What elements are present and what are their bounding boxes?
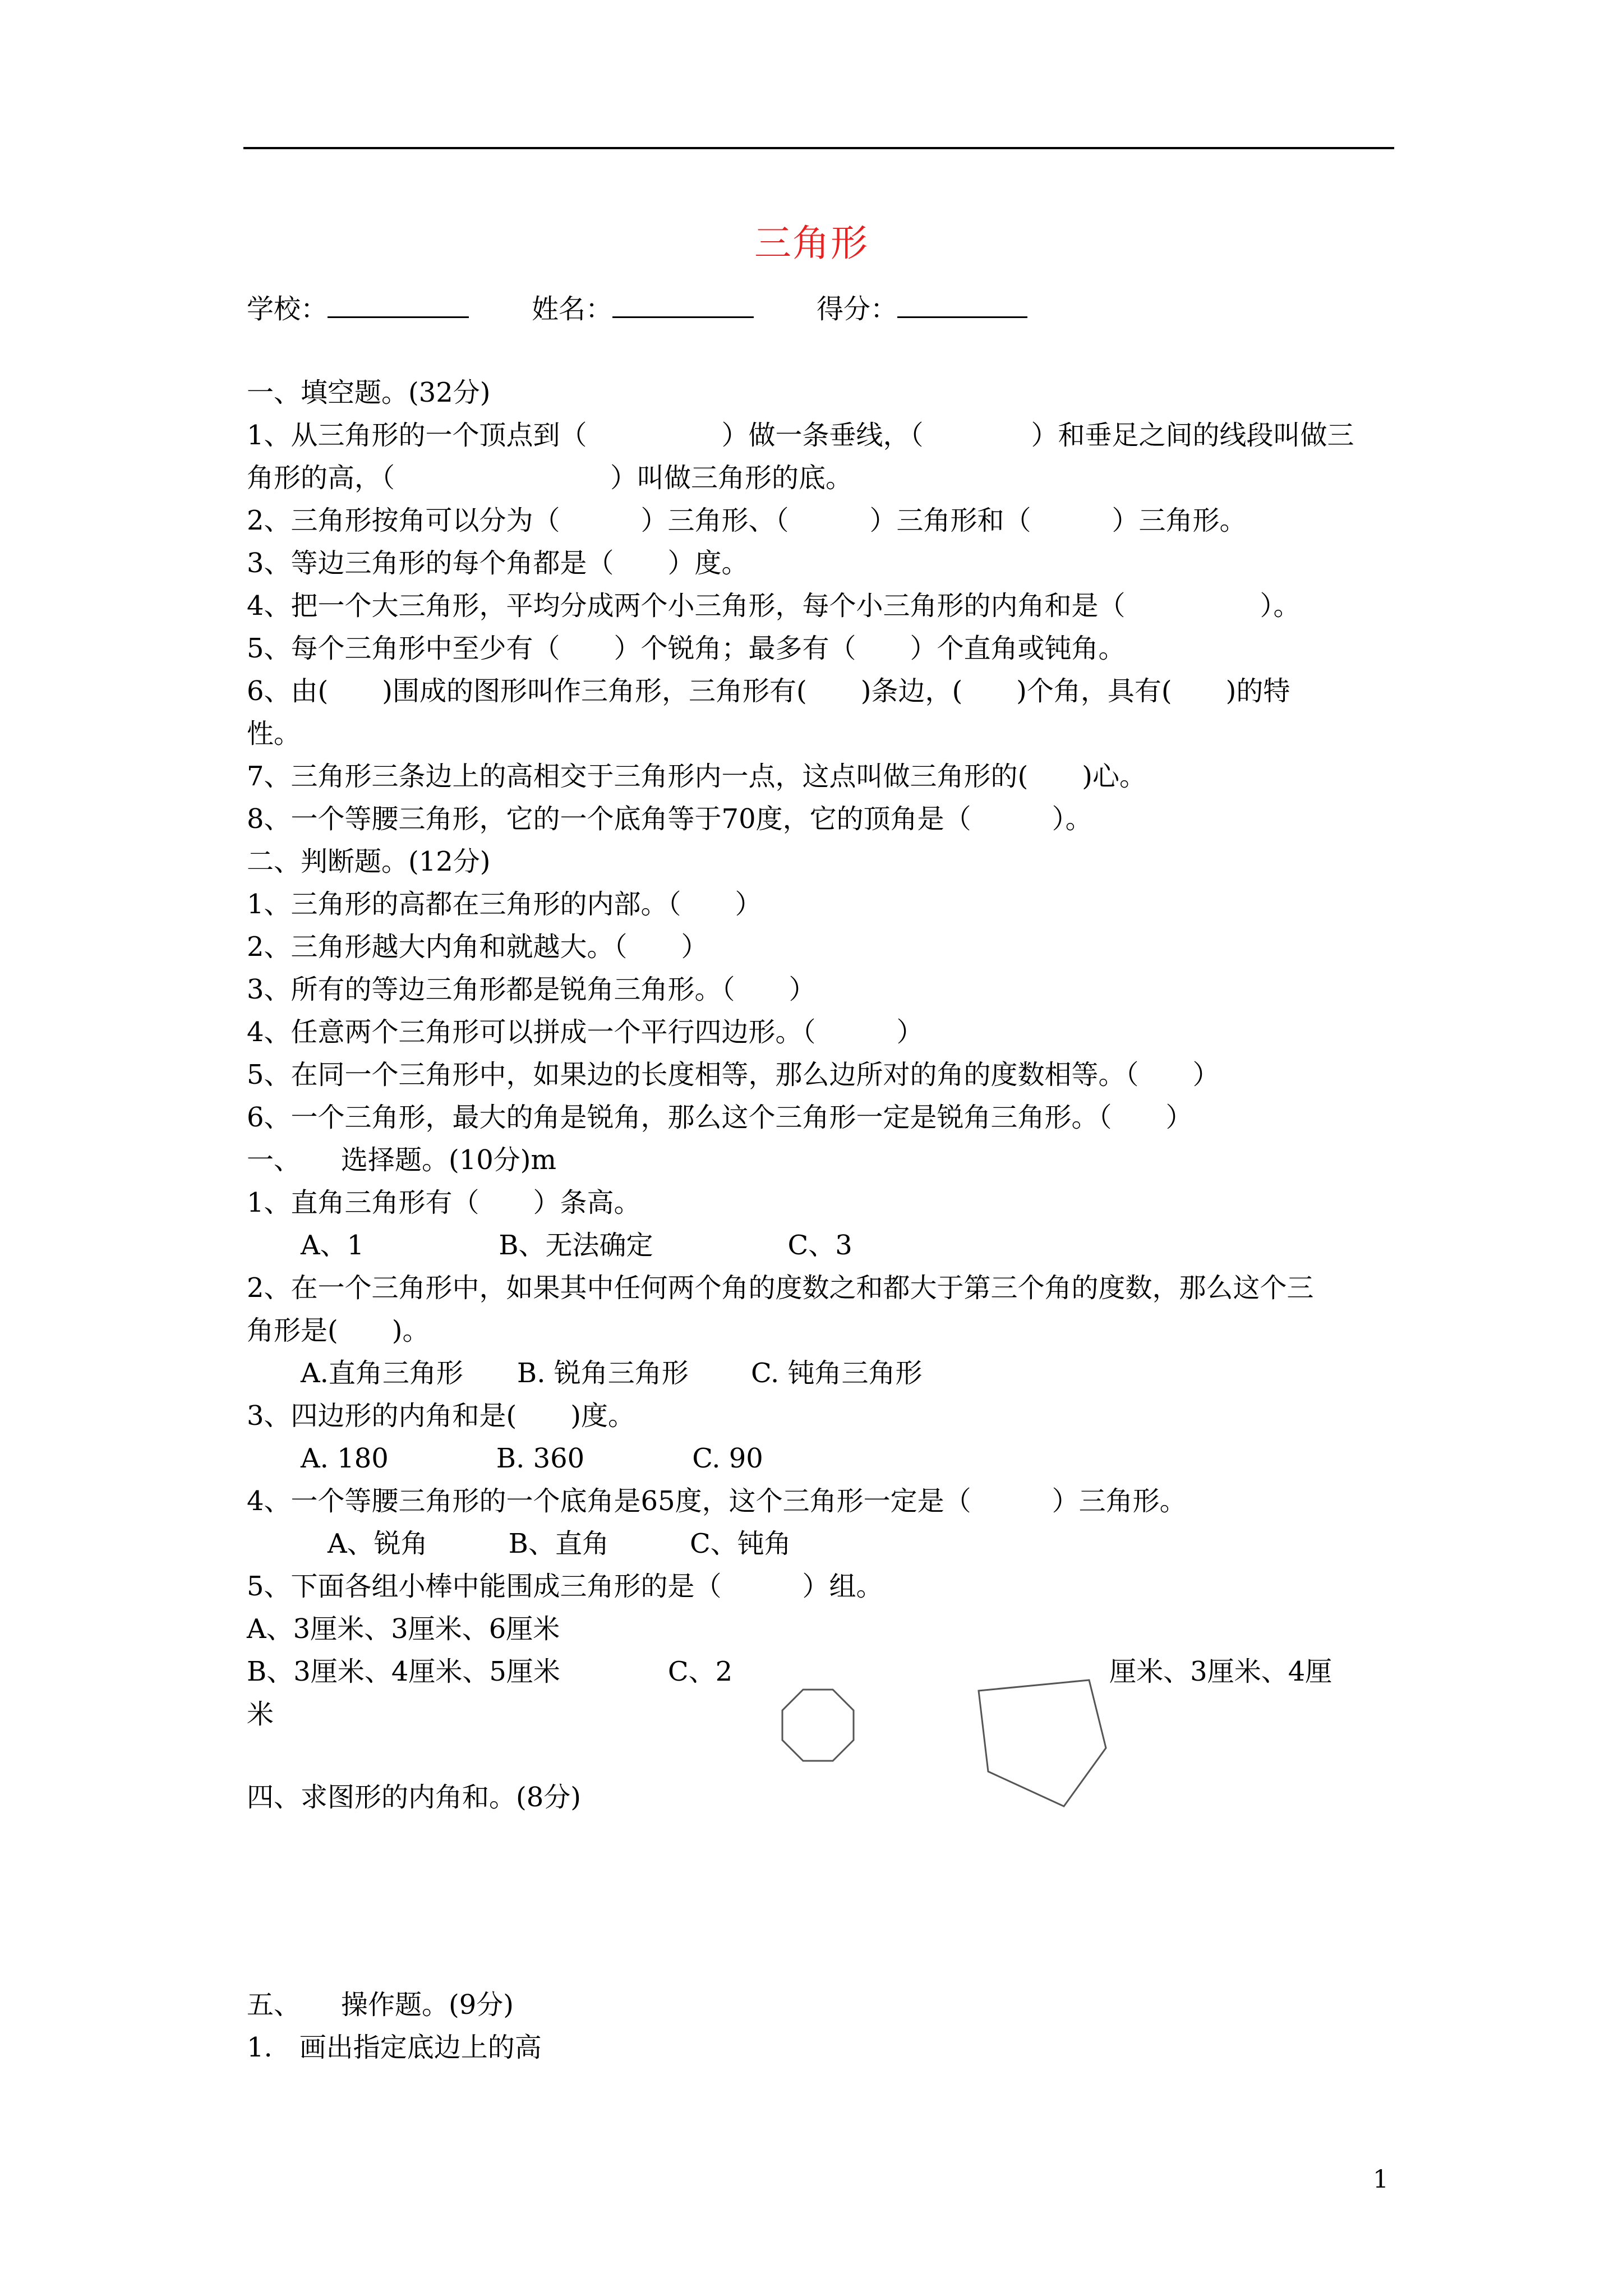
header-rule bbox=[243, 147, 1394, 149]
question-line: 5、每个三角形中至少有（ ）个锐角；最多有（ ）个直角或钝角。 bbox=[247, 633, 1126, 664]
name-label: 姓名： bbox=[532, 293, 613, 325]
question-line: 6、由( )围成的图形叫作三角形，三角形有( )条边，( )个角，具有( )的特 bbox=[247, 675, 1290, 707]
options-line: B、3厘米、4厘米、5厘米 C、2 厘米、3厘米、4厘 bbox=[247, 1656, 1332, 1687]
polygon-figures bbox=[768, 1677, 1127, 1818]
options-line: A、锐角 B、直角 C、钝角 bbox=[247, 1528, 791, 1559]
question-line: 性。 bbox=[247, 718, 301, 749]
options-line: A、3厘米、3厘米、6厘米 bbox=[247, 1613, 560, 1645]
question-line: 7、三角形三条边上的高相交于三角形内一点，这点叫做三角形的( )心。 bbox=[247, 761, 1146, 792]
name-blank[interactable] bbox=[612, 294, 754, 318]
question-line: 5、在同一个三角形中，如果边的长度相等，那么边所对的角的度数相等。（ ） bbox=[247, 1059, 1220, 1091]
student-info-row bbox=[247, 287, 1027, 326]
options-line: A、1 B、无法确定 C、3 bbox=[247, 1230, 852, 1261]
school-label: 学校： bbox=[247, 293, 328, 325]
question-line: 角形是( )。 bbox=[247, 1315, 430, 1346]
question-line: 1. 画出指定底边上的高 bbox=[247, 2032, 542, 2063]
section-3-heading: 一、 选择题。(10分)m bbox=[247, 1144, 557, 1176]
question-line: 3、四边形的内角和是( )度。 bbox=[247, 1400, 635, 1432]
pentagon-figure bbox=[979, 1680, 1106, 1806]
question-line: 4、任意两个三角形可以拼成一个平行四边形。（ ） bbox=[247, 1016, 924, 1048]
school-blank[interactable] bbox=[328, 294, 469, 318]
page-title: 三角形 bbox=[754, 222, 869, 265]
question-line: 1、三角形的高都在三角形的内部。（ ） bbox=[247, 889, 762, 920]
section-2-heading: 二、判断题。(12分) bbox=[247, 846, 491, 877]
question-line: 4、一个等腰三角形的一个底角是65度，这个三角形一定是（ ）三角形。 bbox=[247, 1485, 1187, 1517]
score-blank[interactable] bbox=[897, 294, 1027, 318]
page-number: 1 bbox=[1373, 2165, 1389, 2194]
score-label: 得分： bbox=[817, 293, 898, 325]
question-line: 角形的高，（ ）叫做三角形的底。 bbox=[247, 462, 853, 494]
section-1-heading: 一、填空题。(32分) bbox=[247, 377, 491, 408]
section-5-heading: 五、 操作题。(9分) bbox=[247, 1989, 514, 2021]
question-line: 2、在一个三角形中，如果其中任何两个角的度数之和都大于第三个角的度数，那么这个三 bbox=[247, 1272, 1314, 1304]
question-line: 3、所有的等边三角形都是锐角三角形。（ ） bbox=[247, 974, 816, 1005]
question-line: 1、直角三角形有（ ）条高。 bbox=[247, 1187, 641, 1218]
options-line: A.直角三角形 B. 锐角三角形 C. 钝角三角形 bbox=[247, 1358, 923, 1389]
options-line: A. 180 B. 360 C. 90 bbox=[247, 1443, 763, 1474]
question-line: 6、一个三角形，最大的角是锐角，那么这个三角形一定是锐角三角形。（ ） bbox=[247, 1102, 1193, 1133]
question-line: 3、等边三角形的每个角都是（ ）度。 bbox=[247, 547, 749, 579]
question-line: 1、从三角形的一个顶点到（ ）做一条垂线，（ ）和垂足之间的线段叫做三 bbox=[247, 420, 1354, 451]
question-line: 4、把一个大三角形，平均分成两个小三角形，每个小三角形的内角和是（ ）。 bbox=[247, 590, 1301, 622]
question-line: 2、三角形按角可以分为（ ）三角形、（ ）三角形和（ ）三角形。 bbox=[247, 505, 1247, 536]
octagon-figure bbox=[782, 1690, 854, 1761]
options-line: 米 bbox=[247, 1699, 274, 1730]
section-4-heading: 四、求图形的内角和。(8分) bbox=[247, 1782, 581, 1813]
question-line: 5、下面各组小棒中能围成三角形的是（ ）组。 bbox=[247, 1571, 883, 1602]
question-line: 2、三角形越大内角和就越大。（ ） bbox=[247, 931, 708, 963]
question-line: 8、一个等腰三角形，它的一个底角等于70度，它的顶角是（ ）。 bbox=[247, 803, 1092, 835]
